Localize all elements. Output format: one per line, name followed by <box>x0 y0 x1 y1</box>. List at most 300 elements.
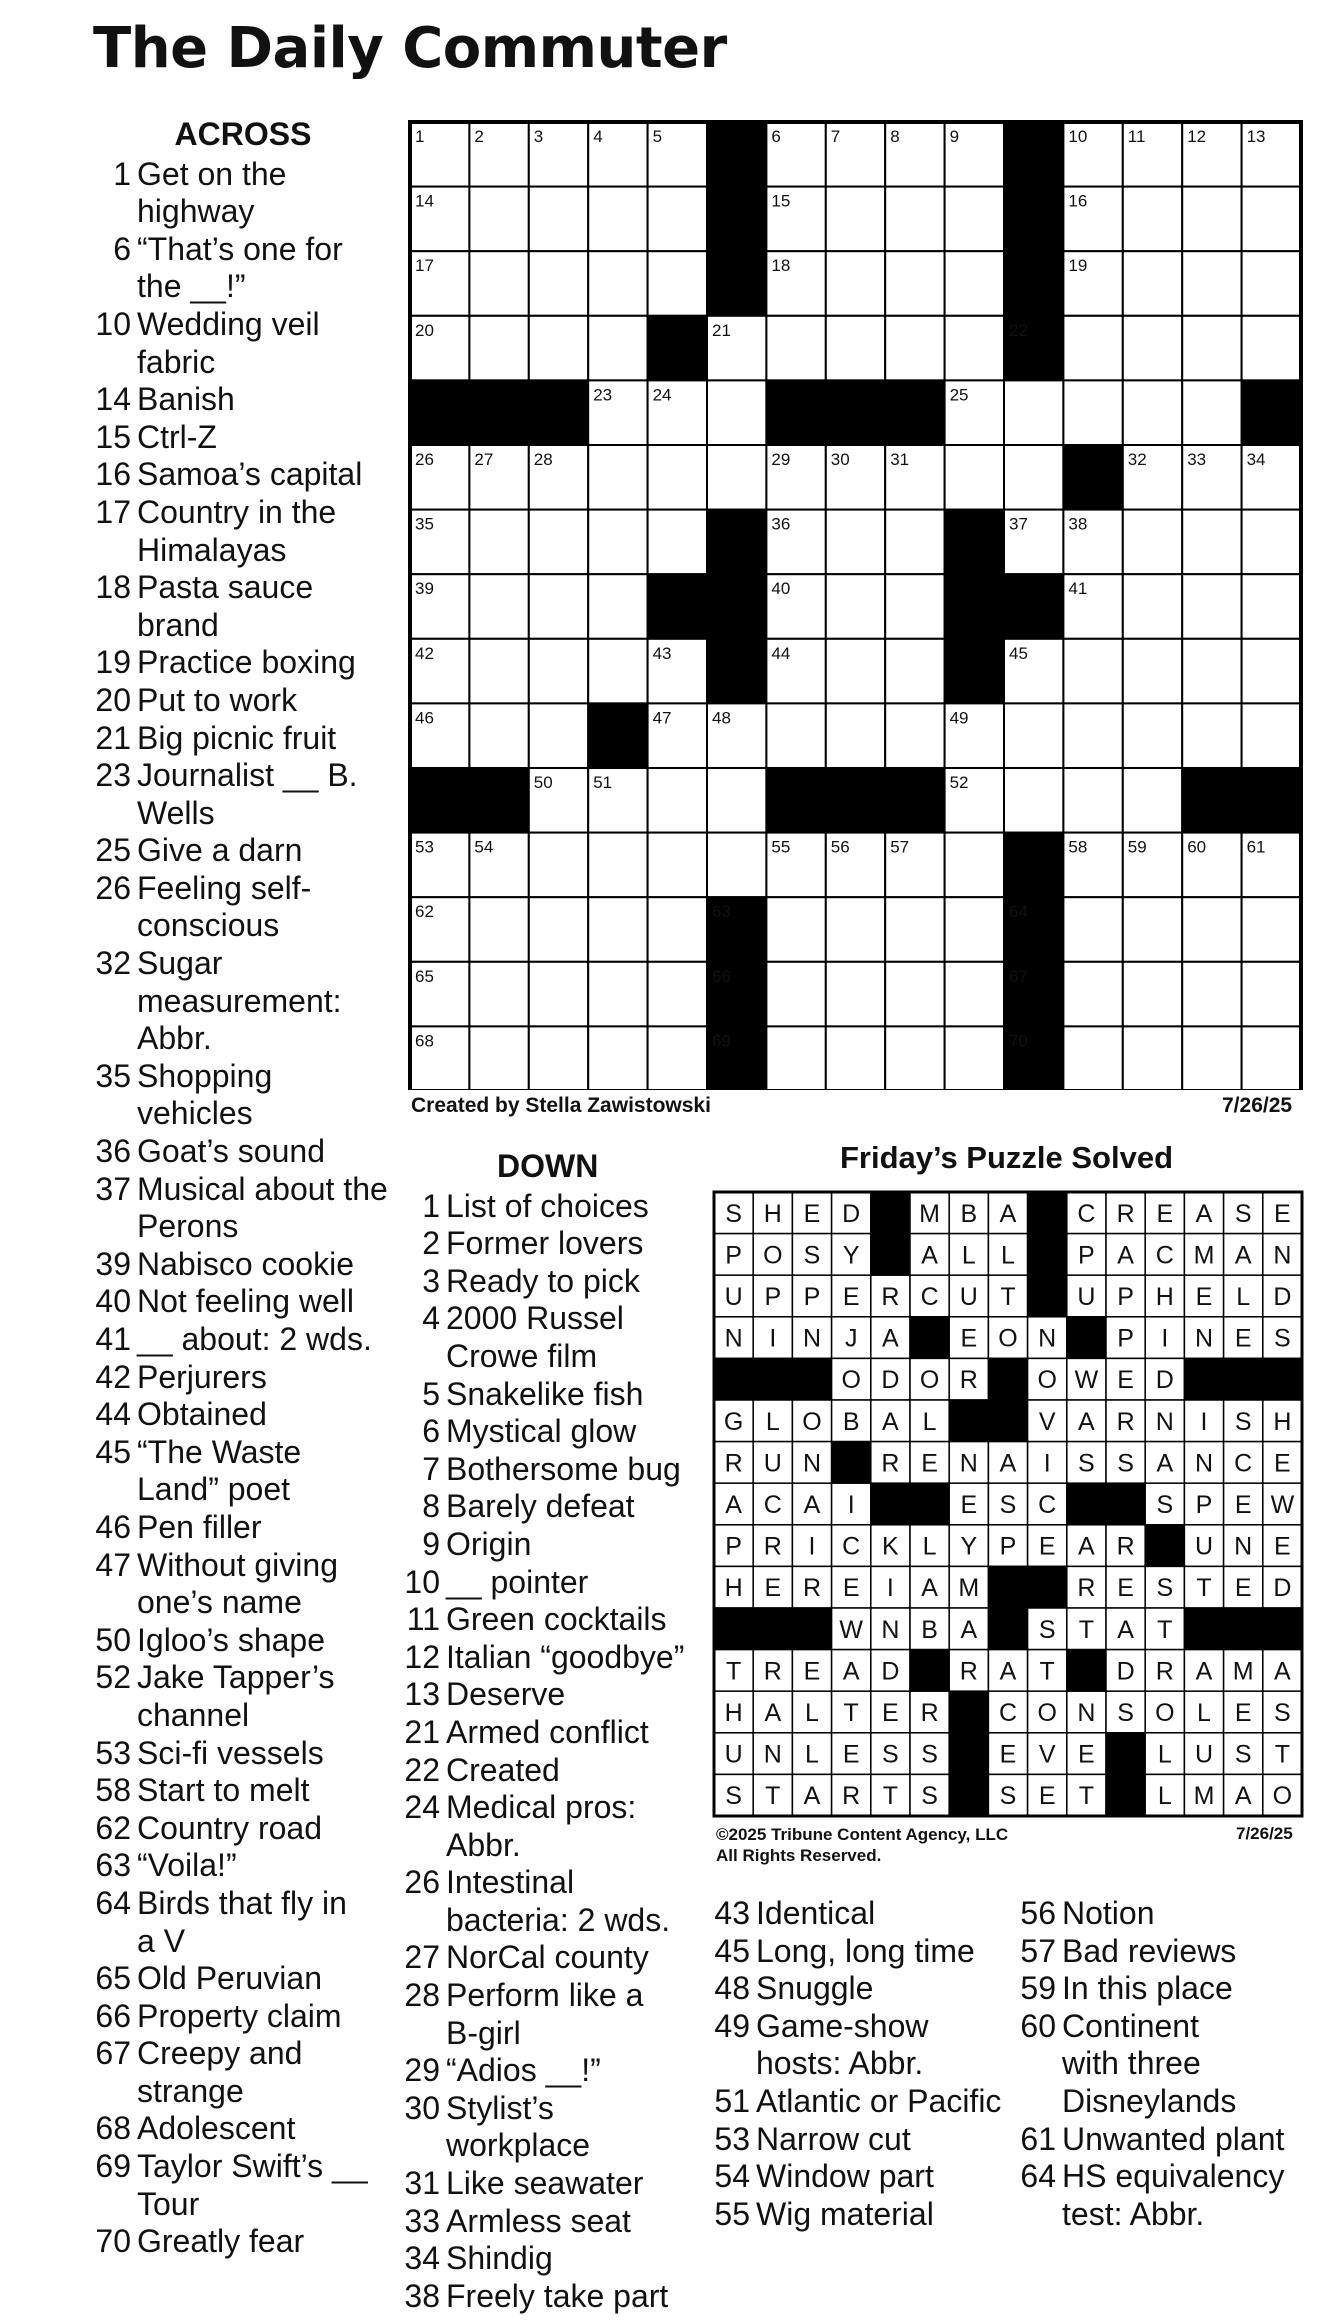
answer-cell[interactable] <box>1063 703 1122 768</box>
solved-letter: R <box>1077 1574 1096 1603</box>
clue-down-col1-28[interactable] <box>401 1977 701 2052</box>
clue-down-col1-11[interactable] <box>401 1601 701 1639</box>
clue-across-66[interactable] <box>93 1998 393 2036</box>
clue-down-col1-9[interactable] <box>401 1526 701 1564</box>
answer-cell[interactable] <box>945 962 1004 1027</box>
answer-cell[interactable] <box>648 768 707 833</box>
answer-cell[interactable] <box>885 316 944 381</box>
clue-down-col3-64[interactable] <box>1016 2158 1316 2233</box>
solved-letter: L <box>805 1699 819 1727</box>
clue-down-col1-2[interactable] <box>401 1225 701 1263</box>
clue-text: Armed conflict <box>446 1713 649 1750</box>
solved-letter: D <box>881 1366 900 1395</box>
solved-letter: H <box>724 1574 743 1603</box>
answer-cell[interactable] <box>1242 1026 1301 1090</box>
clue-across-36[interactable] <box>93 1133 393 1171</box>
cell-number: 55 <box>771 837 791 857</box>
cell-number: 13 <box>1246 127 1266 146</box>
answer-cell[interactable] <box>1242 962 1301 1027</box>
answer-cell[interactable] <box>1123 574 1182 639</box>
answer-cell[interactable] <box>1063 962 1122 1027</box>
answer-cell[interactable] <box>529 833 588 898</box>
answer-cell[interactable] <box>588 251 647 316</box>
answer-cell[interactable] <box>469 574 528 639</box>
clue-across-6[interactable] <box>93 231 393 306</box>
answer-cell[interactable] <box>1123 510 1182 575</box>
clue-across-45[interactable] <box>93 1434 393 1509</box>
answer-cell[interactable] <box>588 639 647 704</box>
clue-down-col1-5[interactable] <box>401 1376 701 1414</box>
clue-number: 45 <box>714 1932 750 1969</box>
clue-number: 32 <box>95 945 131 982</box>
clue-number: 11 <box>406 1601 440 1638</box>
clue-across-53[interactable] <box>93 1735 393 1773</box>
answer-cell[interactable] <box>1242 639 1301 704</box>
answer-cell[interactable] <box>529 251 588 316</box>
clue-down-col3-59[interactable] <box>1016 1970 1316 2008</box>
solved-letter: S <box>1038 1615 1056 1644</box>
clue-across-21[interactable] <box>93 720 393 758</box>
answer-cell[interactable] <box>648 962 707 1027</box>
answer-cell[interactable] <box>826 1026 885 1090</box>
solved-letter: R <box>1116 1407 1135 1436</box>
solved-letter: I <box>1043 1449 1051 1478</box>
clue-across-65[interactable] <box>93 1960 393 1998</box>
clue-across-25[interactable] <box>93 832 393 870</box>
cell-number: 34 <box>1246 450 1266 469</box>
clue-across-70[interactable] <box>93 2223 393 2261</box>
clue-number: 8 <box>422 1488 440 1525</box>
clue-down-col1-22[interactable] <box>401 1752 701 1790</box>
cell-number: 56 <box>830 837 850 857</box>
answer-cell[interactable] <box>588 574 647 639</box>
answer-cell[interactable] <box>1182 380 1241 445</box>
solved-letter: S <box>725 1199 742 1228</box>
clue-across-52[interactable] <box>93 1659 393 1734</box>
cell-number: 60 <box>1187 837 1207 857</box>
clue-down-col1-10[interactable] <box>401 1564 701 1602</box>
answer-cell[interactable] <box>588 445 647 510</box>
answer-cell[interactable] <box>885 1026 944 1090</box>
answer-cell[interactable] <box>826 574 885 639</box>
cell-number: 64 <box>1009 902 1028 922</box>
cell-number: 27 <box>474 450 494 469</box>
answer-cell[interactable] <box>707 445 766 510</box>
answer-cell[interactable] <box>1123 187 1182 252</box>
answer-cell[interactable] <box>945 187 1004 252</box>
answer-cell[interactable] <box>945 316 1004 381</box>
answer-cell[interactable] <box>529 1026 588 1090</box>
solved-block-cell <box>753 1608 792 1650</box>
answer-cell[interactable] <box>1242 316 1301 381</box>
clue-text: Property claim <box>137 1997 342 2034</box>
clue-across-39[interactable] <box>93 1246 393 1284</box>
clue-down-col2-43[interactable] <box>710 1895 1005 1933</box>
solved-letter: S <box>1234 1407 1252 1436</box>
answer-cell[interactable] <box>826 187 885 252</box>
answer-cell[interactable] <box>885 574 944 639</box>
block-cell <box>1004 251 1063 316</box>
answer-cell[interactable] <box>766 1026 825 1090</box>
answer-cell[interactable] <box>945 1026 1004 1090</box>
clue-down-col3-56[interactable] <box>1016 1895 1316 1933</box>
down-clues-continued <box>710 1895 1005 2233</box>
answer-cell[interactable] <box>1242 510 1301 575</box>
clue-number: 16 <box>95 456 131 493</box>
answer-cell[interactable] <box>1063 768 1122 833</box>
clue-across-18[interactable] <box>93 569 393 644</box>
answer-cell[interactable] <box>1182 574 1241 639</box>
clue-text: Feeling self- conscious <box>137 869 312 944</box>
block-cell <box>707 251 766 316</box>
answer-cell[interactable] <box>826 962 885 1027</box>
answer-cell[interactable] <box>1123 316 1182 381</box>
clue-across-68[interactable] <box>93 2110 393 2148</box>
clue-down-col1-24[interactable] <box>401 1789 701 1864</box>
answer-cell[interactable] <box>1123 1026 1182 1090</box>
answer-cell[interactable] <box>1063 639 1122 704</box>
solved-letter: C <box>842 1532 861 1561</box>
clue-text: “That’s one for the __!” <box>137 230 343 305</box>
answer-cell[interactable] <box>885 639 944 704</box>
answer-cell[interactable] <box>1123 251 1182 316</box>
answer-cell[interactable] <box>588 510 647 575</box>
clue-across-23[interactable] <box>93 757 393 832</box>
answer-cell[interactable] <box>1063 1026 1122 1090</box>
clue-across-44[interactable] <box>93 1396 393 1434</box>
answer-cell[interactable] <box>529 639 588 704</box>
block-cell <box>648 574 707 639</box>
clue-across-50[interactable] <box>93 1622 393 1660</box>
clue-across-17[interactable] <box>93 494 393 569</box>
answer-cell[interactable] <box>826 897 885 962</box>
answer-cell[interactable] <box>766 897 825 962</box>
clue-down-col1-27[interactable] <box>401 1939 701 1977</box>
clue-number: 21 <box>404 1713 440 1750</box>
answer-cell[interactable] <box>469 1026 528 1090</box>
crossword-grid[interactable] <box>408 120 1304 1090</box>
solved-letter: W <box>839 1615 864 1644</box>
clue-down-col1-38[interactable] <box>401 2278 701 2316</box>
answer-cell[interactable] <box>1123 703 1182 768</box>
solved-letter: P <box>1117 1324 1134 1353</box>
clue-text: Deserve <box>446 1676 566 1713</box>
clue-across-14[interactable] <box>93 381 393 419</box>
solved-letter: N <box>802 1324 822 1353</box>
answer-cell[interactable] <box>885 510 944 575</box>
clue-across-19[interactable] <box>93 644 393 682</box>
answer-cell[interactable] <box>1182 897 1241 962</box>
cell-number: 23 <box>593 385 613 405</box>
clue-across-67[interactable] <box>93 2035 393 2110</box>
answer-cell[interactable] <box>885 251 944 316</box>
answer-cell[interactable] <box>588 187 647 252</box>
block-cell <box>469 768 528 833</box>
answer-cell[interactable] <box>826 510 885 575</box>
answer-cell[interactable] <box>707 380 766 445</box>
clue-down-col1-29[interactable] <box>401 2052 701 2090</box>
answer-cell[interactable] <box>529 962 588 1027</box>
answer-cell[interactable] <box>1004 768 1063 833</box>
clue-across-69[interactable] <box>93 2148 393 2223</box>
cell-number: 70 <box>1009 1031 1028 1051</box>
answer-cell[interactable] <box>1004 703 1063 768</box>
cell-number: 57 <box>890 837 910 857</box>
clue-across-40[interactable] <box>93 1283 393 1321</box>
answer-cell[interactable] <box>826 316 885 381</box>
clue-across-10[interactable] <box>93 306 393 381</box>
block-cell <box>707 122 766 187</box>
clue-across-42[interactable] <box>93 1359 393 1397</box>
solved-letter: E <box>1038 1532 1056 1561</box>
clue-number: 28 <box>404 1977 440 2014</box>
clue-down-col1-1[interactable] <box>401 1188 701 1226</box>
clue-across-46[interactable] <box>93 1509 393 1547</box>
cell-number: 68 <box>415 1031 434 1051</box>
block-cell <box>1004 574 1063 639</box>
clue-across-35[interactable] <box>93 1058 393 1133</box>
answer-cell[interactable] <box>469 639 528 704</box>
solved-letter: B <box>921 1615 938 1644</box>
clue-text: Unwanted plant <box>1062 2120 1285 2157</box>
cell-number: 48 <box>712 708 731 728</box>
answer-cell[interactable] <box>885 897 944 962</box>
answer-cell[interactable] <box>826 703 885 768</box>
answer-cell[interactable] <box>1123 962 1182 1027</box>
cell-number: 45 <box>1009 643 1028 663</box>
clue-text: Shindig <box>446 2240 553 2277</box>
answer-cell[interactable] <box>588 962 647 1027</box>
clue-down-col2-55[interactable] <box>710 2196 1005 2234</box>
clue-number: 26 <box>404 1864 440 1901</box>
solved-letter: R <box>763 1657 782 1686</box>
cell-number: 65 <box>415 966 434 986</box>
answer-cell[interactable] <box>1063 897 1122 962</box>
solved-letter: S <box>1274 1324 1291 1353</box>
clue-down-col3-60[interactable] <box>1016 2008 1316 2121</box>
clue-down-col1-3[interactable] <box>401 1263 701 1301</box>
answer-cell[interactable] <box>945 251 1004 316</box>
answer-cell[interactable] <box>1182 251 1241 316</box>
solved-letter: R <box>959 1366 978 1395</box>
answer-cell[interactable] <box>1242 251 1301 316</box>
solved-letter: N <box>1194 1324 1214 1353</box>
clue-down-col2-53[interactable] <box>710 2121 1005 2159</box>
clue-down-col1-12[interactable] <box>401 1639 701 1677</box>
answer-cell[interactable] <box>1242 897 1301 962</box>
clue-down-col1-33[interactable] <box>401 2203 701 2241</box>
solved-letter: S <box>921 1740 938 1769</box>
answer-cell[interactable] <box>885 703 944 768</box>
answer-cell[interactable] <box>1063 380 1122 445</box>
answer-cell[interactable] <box>648 251 707 316</box>
answer-cell[interactable] <box>945 445 1004 510</box>
answer-cell[interactable] <box>648 445 707 510</box>
clue-across-32[interactable] <box>93 945 393 1058</box>
answer-cell[interactable] <box>885 187 944 252</box>
clue-down-col2-49[interactable] <box>710 2008 1005 2083</box>
answer-cell[interactable] <box>1242 187 1301 252</box>
clue-text: Snuggle <box>756 1970 874 2007</box>
clue-down-col1-31[interactable] <box>401 2165 701 2203</box>
answer-cell[interactable] <box>1123 897 1182 962</box>
clue-down-col2-48[interactable] <box>710 1970 1005 2008</box>
answer-cell[interactable] <box>648 187 707 252</box>
clue-down-col2-51[interactable] <box>710 2083 1005 2121</box>
answer-cell[interactable] <box>469 251 528 316</box>
solved-letter: D <box>1273 1574 1292 1603</box>
solved-block-cell <box>792 1608 831 1650</box>
solved-letter: C <box>1155 1241 1174 1270</box>
clue-down-col2-45[interactable] <box>710 1933 1005 1971</box>
answer-cell[interactable] <box>469 187 528 252</box>
puzzle-credit: Created by Stella Zawistowski <box>411 1094 711 1117</box>
answer-cell[interactable] <box>648 833 707 898</box>
clue-number: 1 <box>113 155 131 192</box>
solved-letter: U <box>1194 1740 1214 1769</box>
answer-cell[interactable] <box>469 962 528 1027</box>
answer-cell[interactable] <box>1182 962 1241 1027</box>
answer-cell[interactable] <box>707 833 766 898</box>
solved-block-cell <box>1028 1275 1067 1317</box>
solved-grid <box>712 1190 1305 1818</box>
clue-down-col1-6[interactable] <box>401 1413 701 1451</box>
clue-across-16[interactable] <box>93 456 393 494</box>
clue-across-62[interactable] <box>93 1810 393 1848</box>
answer-cell[interactable] <box>766 703 825 768</box>
answer-cell[interactable] <box>1182 639 1241 704</box>
solved-letter: I <box>847 1491 855 1519</box>
clue-down-col2-54[interactable] <box>710 2158 1005 2196</box>
clue-number: 2 <box>422 1225 440 1262</box>
cell-number: 15 <box>771 191 791 211</box>
puzzle-date: 7/26/25 <box>1222 1094 1293 1117</box>
clue-text: Former lovers <box>446 1225 644 1262</box>
answer-cell[interactable] <box>648 897 707 962</box>
answer-cell[interactable] <box>529 187 588 252</box>
clue-down-col1-34[interactable] <box>401 2240 701 2278</box>
answer-cell[interactable] <box>826 639 885 704</box>
answer-cell[interactable] <box>1242 574 1301 639</box>
solved-letter: E <box>960 1491 978 1519</box>
clue-down-col1-26[interactable] <box>401 1864 701 1939</box>
clue-across-47[interactable] <box>93 1547 393 1622</box>
clue-down-col1-8[interactable] <box>401 1488 701 1526</box>
solved-letter: A <box>1274 1657 1291 1686</box>
clue-down-col3-61[interactable] <box>1016 2121 1316 2159</box>
clue-down-col3-57[interactable] <box>1016 1933 1316 1971</box>
cell-number: 35 <box>415 514 434 534</box>
cell-number: 17 <box>415 256 434 276</box>
clue-text: Without giving one’s name <box>137 1546 338 1621</box>
solved-block-cell <box>1224 1358 1263 1400</box>
answer-cell[interactable] <box>588 316 647 381</box>
solved-letter: A <box>1234 1241 1252 1270</box>
answer-cell[interactable] <box>588 833 647 898</box>
answer-cell[interactable] <box>529 316 588 381</box>
answer-cell[interactable] <box>529 703 588 768</box>
clue-down-col1-21[interactable] <box>401 1714 701 1752</box>
clue-down-col1-7[interactable] <box>401 1451 701 1489</box>
solved-block-cell <box>910 1317 949 1359</box>
answer-cell[interactable] <box>1004 445 1063 510</box>
clue-across-15[interactable] <box>93 419 393 457</box>
answer-cell[interactable] <box>469 897 528 962</box>
answer-cell[interactable] <box>1182 187 1241 252</box>
answer-cell[interactable] <box>648 510 707 575</box>
solved-letter: U <box>763 1449 782 1478</box>
answer-cell[interactable] <box>588 897 647 962</box>
answer-cell[interactable] <box>1242 703 1301 768</box>
clue-across-37[interactable] <box>93 1171 393 1246</box>
answer-cell[interactable] <box>648 1026 707 1090</box>
solved-letter: T <box>1000 1283 1016 1311</box>
solved-letter: S <box>999 1491 1017 1519</box>
solved-letter: A <box>803 1782 821 1811</box>
answer-cell[interactable] <box>1123 768 1182 833</box>
answer-cell[interactable] <box>469 703 528 768</box>
clue-number: 6 <box>422 1413 440 1450</box>
clue-down-col1-30[interactable] <box>401 2090 701 2165</box>
answer-cell[interactable] <box>766 962 825 1027</box>
answer-cell[interactable] <box>469 316 528 381</box>
answer-cell[interactable] <box>1182 316 1241 381</box>
clue-across-63[interactable] <box>93 1847 393 1885</box>
solved-letter: N <box>724 1324 743 1353</box>
clue-across-58[interactable] <box>93 1772 393 1810</box>
clue-number: 18 <box>95 569 131 606</box>
solved-letter: O <box>841 1366 861 1395</box>
solved-letter: E <box>1156 1199 1174 1228</box>
clue-across-64[interactable] <box>93 1885 393 1960</box>
answer-cell[interactable] <box>529 510 588 575</box>
solved-letter: E <box>803 1657 821 1686</box>
clue-number: 40 <box>95 1283 131 1320</box>
clue-down-col1-4[interactable] <box>401 1300 701 1375</box>
answer-cell[interactable] <box>945 897 1004 962</box>
answer-cell[interactable] <box>588 1026 647 1090</box>
answer-cell[interactable] <box>529 574 588 639</box>
answer-cell[interactable] <box>1063 316 1122 381</box>
solved-block-cell <box>988 1400 1027 1442</box>
solved-block-cell <box>714 1358 753 1400</box>
answer-cell[interactable] <box>945 833 1004 898</box>
answer-cell[interactable] <box>766 316 825 381</box>
answer-cell[interactable] <box>707 768 766 833</box>
clue-text: “Voila!” <box>137 1847 237 1884</box>
answer-cell[interactable] <box>1123 639 1182 704</box>
answer-cell[interactable] <box>469 510 528 575</box>
solved-letter: P <box>1117 1283 1134 1311</box>
clue-across-26[interactable] <box>93 870 393 945</box>
answer-cell[interactable] <box>885 962 944 1027</box>
clue-text: NorCal county <box>446 1939 649 1976</box>
answer-cell[interactable] <box>529 897 588 962</box>
clue-across-1[interactable] <box>93 156 393 231</box>
cell-number: 66 <box>712 966 731 986</box>
clue-down-col1-13[interactable] <box>401 1676 701 1714</box>
solved-block-cell <box>910 1650 949 1692</box>
answer-cell[interactable] <box>1004 380 1063 445</box>
answer-cell[interactable] <box>826 251 885 316</box>
answer-cell[interactable] <box>1123 380 1182 445</box>
answer-cell[interactable] <box>1182 703 1241 768</box>
answer-cell[interactable] <box>1182 510 1241 575</box>
clue-number: 57 <box>1020 1932 1056 1969</box>
clue-across-20[interactable] <box>93 682 393 720</box>
clue-across-41[interactable] <box>93 1321 393 1359</box>
answer-cell[interactable] <box>1182 1026 1241 1090</box>
